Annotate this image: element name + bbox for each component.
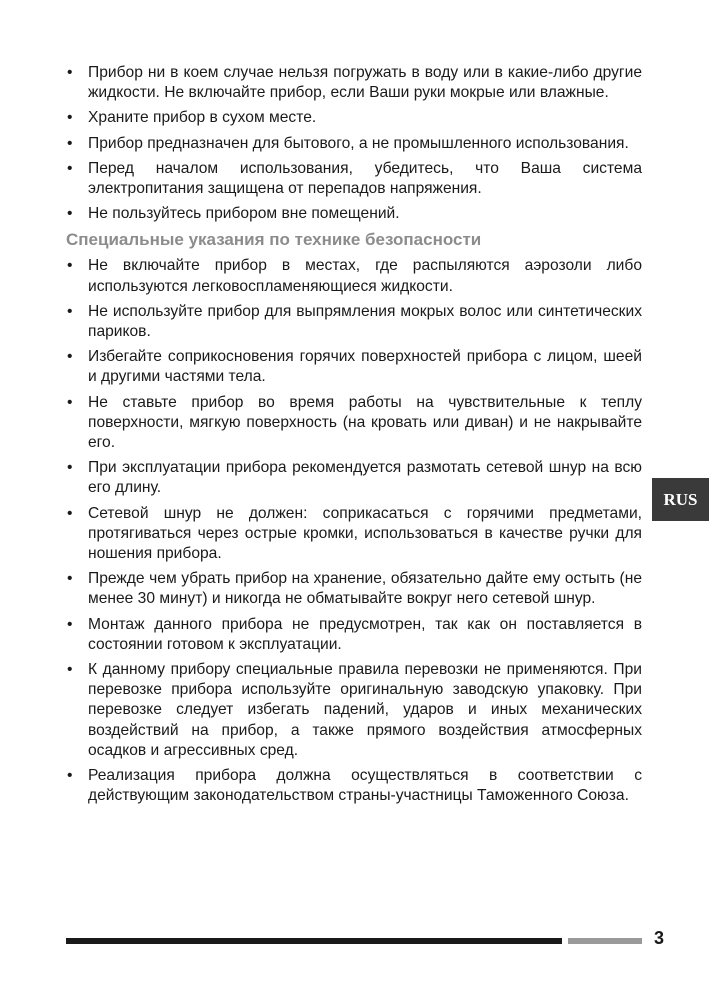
list-item: • Реализация прибора должна осуществляться в соответствии с действующим законодательством страны-участницы Таможенного Союза. <box>66 766 642 806</box>
language-tab: RUS <box>652 478 709 521</box>
list-item: • Не ставьте прибор во время работы на чувствительные к теплу поверхности, мягкую поверхность (на кровать или диван) и не накрывайте его. <box>66 393 642 454</box>
list-item: • Сетевой шнур не должен: соприкасаться с горячими предметами, протягиваться через острые кромки, использоваться в качестве ручки для ношения прибора. <box>66 504 642 565</box>
footer-bar <box>66 938 562 944</box>
special-instructions-list <box>66 256 642 806</box>
list-item: • Не используйте прибор для выпрямления мокрых волос или синтетических париков. <box>66 302 642 342</box>
safety-list <box>66 63 642 224</box>
list-item: • Храните прибор в сухом месте. <box>66 108 642 128</box>
list-item: • Не включайте прибор в местах, где распыляются аэрозоли либо используются легковоспламеняющиеся жидкости. <box>66 256 642 296</box>
list-item: • При эксплуатации прибора рекомендуется размотать сетевой шнур на всю его длину. <box>66 458 642 498</box>
list-item: • К данному прибору специальные правила перевозки не применяются. При перевозке прибора используйте оригинальную заводскую упаковку. При перевозке следует избегать падений, ударов и иных механических воздействий на прибор, а также прямого воздействия атмосферных осадков и агрессивных сред. <box>66 660 642 761</box>
list-item: • Монтаж данного прибора не предусмотрен, так как он поставляется в состоянии готовом к эксплуатации. <box>66 615 642 655</box>
list-item: • Прежде чем убрать прибор на хранение, обязательно дайте ему остыть (не менее 30 минут) и никогда не обматывайте вокруг него сетевой шнур. <box>66 569 642 609</box>
page-number: 3 <box>654 928 665 948</box>
list-item: • Прибор предназначен для бытового, а не промышленного использования. <box>66 134 642 154</box>
section-heading: Специальные указания по технике безопасности <box>66 230 482 250</box>
footer-bar-accent <box>568 938 642 944</box>
list-item: • Перед началом использования, убедитесь, что Ваша система электропитания защищена от перепадов напряжения. <box>66 159 642 199</box>
manual-content <box>66 63 642 812</box>
list-item: • Не пользуйтесь прибором вне помещений. <box>66 204 642 224</box>
list-item: • Прибор ни в коем случае нельзя погружать в воду или в какие-либо другие жидкости. Не включайте прибор, если Ваши руки мокрые или влажные. <box>66 63 642 103</box>
list-item: • Избегайте соприкосновения горячих поверхностей прибора с лицом, шеей и другими частями тела. <box>66 347 642 387</box>
